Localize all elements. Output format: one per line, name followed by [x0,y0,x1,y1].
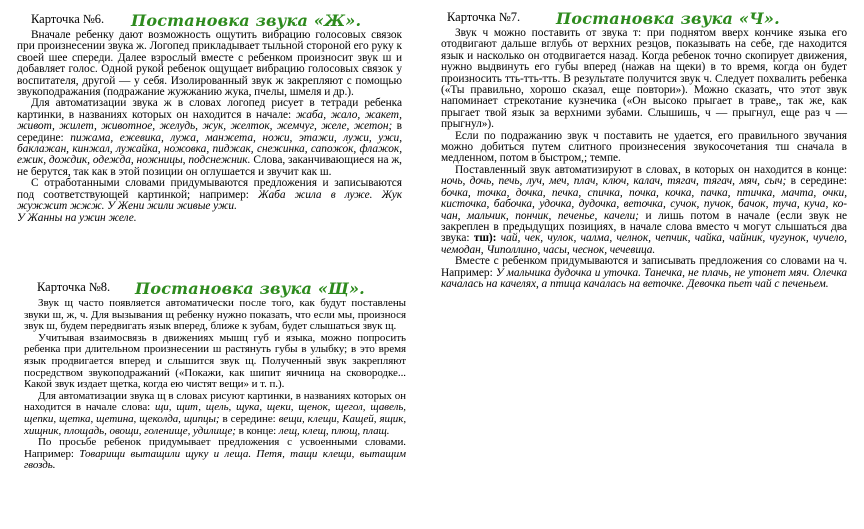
card-title: Постановка звука «Щ». [135,279,365,298]
example-sentences: У мальчика дудочка и уточка. Танечка, не плачь, не утонет мяч. Олечка качалась на качелях, а птица качалась на веточке. Девочка пьет чай с печеньем. [441,266,847,290]
sound-label: тш): [473,232,497,245]
paragraph: Учитывая взаимосвязь в движениях мышц губ и языка, можно попросить ребенка при длительном произнесении ш растянуть губы в улыбку; в это время язык продвигается вперед и слышится звук щ. Полученный звук закрепляют посредством звукоподражаний («Покажи, как шипит яичница на сковородке... Какой звук издает щетка, когда ею чистят вещи» и т. п.). [24,331,406,391]
paragraph: Вначале ребенку дают возможность ощутить вибрацию голосовых связок при произнесении звука ж. Логопед прикладывает тыльной стороной его руку к своей шее спереди. Далее взрослый вместе с ребенком произносит звук ш и добавляет голос. Одной рукой ребенок ощущает вибрацию голосовых связок у воспитателя, другой — у себя. Изолированный звук ж закрепляют с помощью звукоподражания (подражание жужжанию жука, пчелы, шмеля и др.). [17,29,402,99]
paragraph: Если по подражанию звук ч поставить не удается, его правильного звучания можно добиться путем слитного произнесения звукосочетания тш сначала в медленном, потом в быстром,; темпе. [441,129,847,165]
paragraph: По просьбе ребенок придумывает предложения с усвоенными словами. Например: Товарищи вытащили щуку и леща. Петя, тащи клещи, вытащим гвоздь. [24,436,406,472]
word-list: пижама, ежевика, лужа, манжета, ножи, этажи, лужи, ужи, баклажан, кинжал, лужайка, ножовка, пиджак, снежинка, сапожок, флажок, ежик, дождик, одежда, ножницы, подснежник. [17,131,402,167]
word-list: щи, щит, щель, щука, щеки, щенок, щегол, щавель, щепки, щетка, щетина, щеколда, щипцы; [24,401,406,425]
paragraph: Звук щ часто появляется автоматически после того, как будут поставлены звуки ш, ж, ч. Для вызывания щ ребенку нужно показать, что если мы, произнося звук ш, будем передвигать язык вперед, ближе к зубам, будет слышаться звук щ. [24,297,406,333]
word-list: бочка, точка, дочка, печка, спичка, почка, кочка, пачка, птичка, мачта, очки, кисточка, бабочка, удочка, дудочка, веточка, сучок, пучок, бачок, туча, куча, ко- чан, мальчик, пончик, печенье, качели; [441,186,847,222]
card-header [24,276,406,298]
example-sentences: Жаба жила в луже. Жук жужжит жжж. У Жени жили живые ужи. [17,188,402,213]
paragraph: Вместе с ребенком придумываются и записывать предложения со словами на ч. Например: У мальчика дудочка и уточка. Танечка, не плачь, не утонет мяч. Олечка качалась на качелях, а птица качалась на веточке. Девочка пьет чай с печеньем. [441,255,847,290]
paragraph [17,213,402,224]
paragraph: Звук ч можно поставить от звука т: при поднятом вверх кончике языка его отодвигают дальше вглубь от верхних резцов, показывать на себе, где находится язык и насколько он отодвигается назад. Когда ребенок точно скопирует движения, нужно выдвинуть его губы вперед (нажав на щеки) в то время, когда он будет произносить тть-тть-тть. В результате получится звук ч. Следует похвалить ребенка («Ты правильно, хорошо сказал, еще повтори»). Можно сказать, что этот звук напоминает стрекотание кузнечика («Он высоко прыгает в траве,, так же, как прыгает твой язык за верхними зубами. Слышишь, ч — прыгнул, еще раз ч — прыгнул»). [441,27,847,131]
word-list: жаба, жало, жакет, живот, жилет, животное, желудь, жук, желток, жемчуг, желе, жетон; [17,108,402,133]
card-title: Постановка звука «Ч». [556,9,780,28]
card-title: Постановка звука «Ж». [131,11,362,30]
paragraph: Поставленный звук автоматизируют в словах, в которых он находится в конце: ночь, дочь, печь, луч, меч, плач, ключ, калач, тягач, тягач, мяч, сыч; в середине: бочка, точка, дочка, печка, спичка, почка, кочка, пачка, птичка, мачта, очки, кисточка, бабочка, удочка, дудочка, веточка, сучок, пучок, бачок, туча, куча, ко- чан, мальчик, пончик, печенье, качели; и лишь потом в начале (если звук не закреплен в предыдущих позициях, в начале слова вместо ч могут слышаться два звука: тш): чай, чек, чулок, чалма, челнок, чепчик, чайка, чайник, чугунок, чучело, чемодан, Чиполлино, часы, чеснок, чечевица. [441,163,847,256]
card-8 [24,276,406,472]
word-list: вещи, клещи, Кащей, ящик, хищник, площадь, овощи, голенище, удилище; [24,412,407,437]
example-sentences: Товарищи вытащили щуку и леща. Петя, тащи клещи, вытащим гвоздь. [24,447,406,472]
card-number: Карточка №8. [37,280,111,294]
paragraph: Для автоматизации звука ж в словах логопед рисует в тетради ребенка картинки, в названиях которых он находится в начале: жаба, жало, жакет, живот, жилет, животное, желудь, жук, желток, жемчуг, желе, жетон; в середине: пижама, ежевика, лужа, манжета, ножи, этажи, лужи, ужи, баклажан, кинжал, лужайка, ножовка, пиджак, снежинка, сапожок, флажок, ежик, дождик, одежда, ножницы, подснежник. Слова, заканчивающиеся на ж, не берутся, так как в этой позиции он оглушается и звучит как ш. [17,97,402,178]
paragraph: Для автоматизации звука щ в словах рисуют картинки, в названиях которых он находится в начале слова: щи, щит, щель, щука, щеки, щенок, щегол, щавель, щепки, щетка, щетина, щеколда, щипцы; в середине: вещи, клещи, Кащей, ящик, хищник, площадь, овощи, голенище, удилище; в конце: лещ, клещ, плющ, плащ. [24,389,407,437]
word-list: лещ, клещ, плющ, плащ. [278,424,390,437]
card-header [441,6,847,28]
card-header [17,8,402,30]
card-number: Карточка №6. [31,12,105,26]
card-6 [17,8,402,224]
example-sentences: У Жанны на ужин желе. [17,211,137,224]
word-list: ночь, дочь, печь, луч, меч, плач, ключ, калач, тягач, тягач, мяч, сыч; [441,175,787,188]
card-7 [441,6,847,290]
word-list: чай, чек, чулок, чалма, челнок, чепчик, чайка, чайник, чугунок, чучело, чемодан, Чиполлино, часы, чеснок, чечевица. [441,232,847,256]
paragraph: С отработанными словами придумываются предложения и записываются под соответствующей картинкой; например: Жаба жила в луже. Жук жужжит жжж. У Жени жили живые ужи. [17,177,402,213]
card-number: Карточка №7. [447,10,521,24]
